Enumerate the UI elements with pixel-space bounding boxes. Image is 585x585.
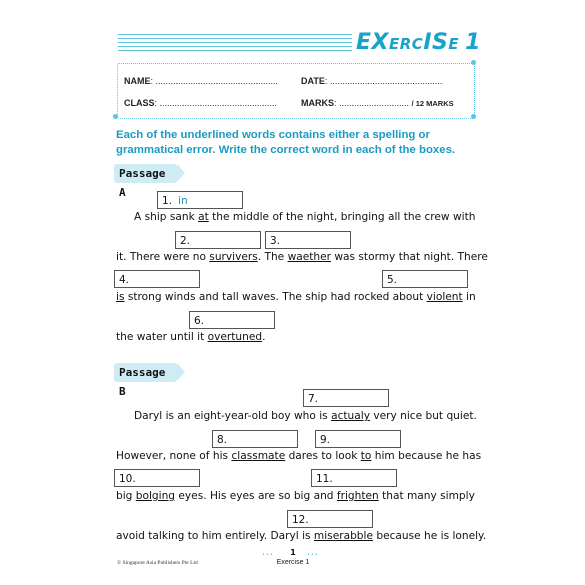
answer-box-9[interactable]: 9. xyxy=(315,430,401,448)
answer-box-6[interactable]: 6. xyxy=(189,311,275,329)
answer-box-1[interactable]: 1. in xyxy=(157,191,243,209)
page-exercise-name: Exercise 1 xyxy=(276,559,310,566)
passage-a-line-3: is strong winds and tall waves. The ship had rocked about violent in xyxy=(116,291,476,303)
class-field[interactable]: CLASS: ............................................... xyxy=(124,98,278,108)
passage-a-line-1: A ship sank at the middle of the night, bringing all the crew with xyxy=(134,211,476,223)
passage-b-line-3: big bolging eyes. His eyes are so big and frighten that many simply xyxy=(116,490,475,502)
answer-box-4[interactable]: 4. xyxy=(114,270,200,288)
passage-b-line-4: avoid talking to him entirely. Daryl is miserabble because he is lonely. xyxy=(116,530,487,542)
passage-a-line-4: the water until it overtuned. xyxy=(116,331,266,343)
page-dots-right: ••• xyxy=(307,552,319,558)
corner-dot xyxy=(471,60,476,65)
answer-box-10[interactable]: 10. xyxy=(114,469,200,487)
answer-box-3[interactable]: 3. xyxy=(265,231,351,249)
instruction-text: Each of the underlined words contains either a spelling or grammatical error. Write the correct word in each of the boxes. xyxy=(116,129,456,156)
student-info-box xyxy=(117,63,475,119)
page-number: 1 xyxy=(290,548,296,557)
copyright-text: © Singapore Asia Publishers Pte Ltd xyxy=(117,560,198,566)
passage-b-line-2: However, none of his classmate dares to look to him because he has xyxy=(116,450,482,462)
answer-box-12[interactable]: 12. xyxy=(287,510,373,528)
name-field[interactable]: NAME: ................................................. xyxy=(124,76,279,86)
corner-dot xyxy=(471,114,476,119)
passage-b-label: Passage B xyxy=(114,363,177,382)
page-dots-left: ••• xyxy=(262,552,274,558)
answer-box-11[interactable]: 11. xyxy=(311,469,397,487)
date-field[interactable]: DATE: ............................................. xyxy=(301,76,443,86)
passage-a-label: Passage A xyxy=(114,164,177,183)
answer-box-2[interactable]: 2. xyxy=(175,231,261,249)
passage-b-line-1: Daryl is an eight-year-old boy who is actualy very nice but quiet. xyxy=(134,410,477,422)
marks-field[interactable]: MARKS: ............................ / 12 MARKS xyxy=(301,98,454,108)
passage-a-line-2: it. There were no survivers. The waether was stormy that night. There xyxy=(116,251,488,263)
corner-dot xyxy=(113,114,118,119)
answer-box-5[interactable]: 5. xyxy=(382,270,468,288)
exercise-title: EXERCISE 1 xyxy=(356,30,481,55)
answer-box-8[interactable]: 8. xyxy=(212,430,298,448)
answer-box-7[interactable]: 7. xyxy=(303,389,389,407)
